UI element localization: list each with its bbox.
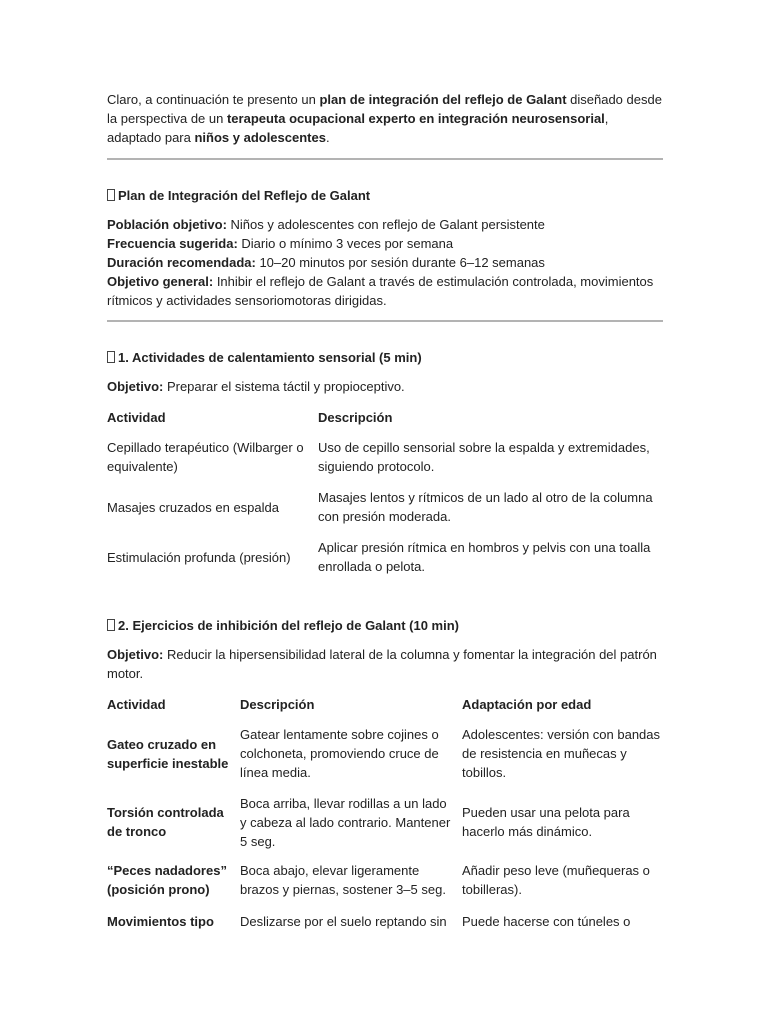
table-cell-description: Boca abajo, elevar ligeramente brazos y piernas, sostener 3–5 seg. bbox=[240, 863, 446, 897]
table-cell-adaptation: Puede hacerse con túneles o bbox=[462, 914, 631, 929]
table-cell-adaptation: Adolescentes: versión con bandas de resistencia en muñecas y tobillos. bbox=[462, 727, 661, 780]
table1-header-activity: Actividad bbox=[107, 410, 166, 425]
field-label: Población objetivo: bbox=[107, 217, 227, 232]
section2-objective bbox=[107, 645, 663, 683]
plan-field-frequency bbox=[107, 234, 663, 253]
divider bbox=[107, 320, 663, 322]
divider bbox=[107, 158, 663, 160]
section1-title-text: 1. Actividades de calentamiento sensorial (5 min) bbox=[118, 350, 422, 365]
table-cell-activity: Estimulación profunda (presión) bbox=[107, 550, 291, 565]
table-cell-description: Boca arriba, llevar rodillas a un lado y cabeza al lado contrario. Mantener 5 seg. bbox=[240, 796, 451, 849]
plan-title bbox=[107, 186, 663, 205]
table2-header-description: Descripción bbox=[240, 697, 315, 712]
intro-paragraph bbox=[107, 90, 663, 147]
plan-title-text: Plan de Integración del Reflejo de Galant bbox=[118, 188, 371, 203]
intro-bold-audience: niños y adolescentes bbox=[194, 130, 326, 145]
intro-text: . bbox=[325, 130, 330, 145]
table2-header-adaptation: Adaptación por edad bbox=[462, 697, 592, 712]
table-cell-adaptation: Pueden usar una pelota para hacerlo más dinámico. bbox=[462, 805, 630, 839]
table-cell-description: Uso de cepillo sensorial sobre la espalda y extremidades, siguiendo protocolo. bbox=[318, 440, 650, 474]
field-value: Inhibir el reflejo de Galant a través de estimulación controlada, movimientos rítmicos y actividades sensoriomotoras dirigidas. bbox=[107, 274, 654, 308]
table-cell-adaptation: Añadir peso leve (muñequeras o tobilleras). bbox=[462, 863, 650, 897]
field-value: Niños y adolescentes con reflejo de Galant persistente bbox=[226, 217, 545, 232]
objective-text: Preparar el sistema táctil y propioceptivo. bbox=[163, 379, 405, 394]
table-cell-activity: Gateo cruzado en superficie inestable bbox=[107, 737, 229, 771]
placeholder-glyph-icon bbox=[107, 189, 115, 201]
table-cell-activity: “Peces nadadores” (posición prono) bbox=[107, 863, 227, 897]
field-label: Duración recomendada: bbox=[107, 255, 256, 270]
section1-objective bbox=[107, 377, 663, 396]
intro-text: , adaptado para bbox=[107, 111, 609, 145]
table-cell-description: Gatear lentamente sobre cojines o colchoneta, promoviendo cruce de línea media. bbox=[240, 727, 439, 780]
plan-field-population bbox=[107, 215, 663, 234]
table-cell-description: Masajes lentos y rítmicos de un lado al otro de la columna con presión moderada. bbox=[318, 490, 653, 524]
field-label: Objetivo general: bbox=[107, 274, 214, 289]
table-cell-description: Deslizarse por el suelo reptando sin bbox=[240, 914, 447, 929]
plan-field-duration bbox=[107, 253, 663, 272]
objective-label: Objetivo: bbox=[107, 647, 164, 662]
table1-header-description: Descripción bbox=[318, 410, 393, 425]
table-cell-activity: Movimientos tipo bbox=[107, 914, 214, 929]
intro-text: diseñado desde la perspectiva de un bbox=[107, 92, 662, 126]
intro-bold-therapist: terapeuta ocupacional experto en integración neurosensorial bbox=[226, 111, 605, 126]
placeholder-glyph-icon bbox=[107, 619, 115, 631]
table2-header-activity: Actividad bbox=[107, 697, 166, 712]
table-cell-activity: Masajes cruzados en espalda bbox=[107, 500, 279, 515]
objective-text: Reducir la hipersensibilidad lateral de la columna y fomentar la integración del patrón motor. bbox=[107, 647, 657, 681]
intro-bold-plan: plan de integración del reflejo de Galant bbox=[319, 92, 567, 107]
placeholder-glyph-icon bbox=[107, 351, 115, 363]
section2-title bbox=[107, 616, 663, 635]
field-label: Frecuencia sugerida: bbox=[107, 236, 238, 251]
table-cell-description: Aplicar presión rítmica en hombros y pelvis con una toalla enrollada o pelota. bbox=[318, 540, 651, 574]
section2-title-text: 2. Ejercicios de inhibición del reflejo de Galant (10 min) bbox=[118, 618, 459, 633]
objective-label: Objetivo: bbox=[107, 379, 164, 394]
plan-field-objective bbox=[107, 272, 663, 310]
field-value: Diario o mínimo 3 veces por semana bbox=[237, 236, 454, 251]
field-value: 10–20 minutos por sesión durante 6–12 semanas bbox=[255, 255, 545, 270]
section1-title bbox=[107, 348, 663, 367]
table-cell-activity: Torsión controlada de tronco bbox=[107, 805, 224, 839]
table-cell-activity: Cepillado terapéutico (Wilbarger o equivalente) bbox=[107, 440, 304, 474]
intro-text: Claro, a continuación te presento un bbox=[107, 92, 320, 107]
